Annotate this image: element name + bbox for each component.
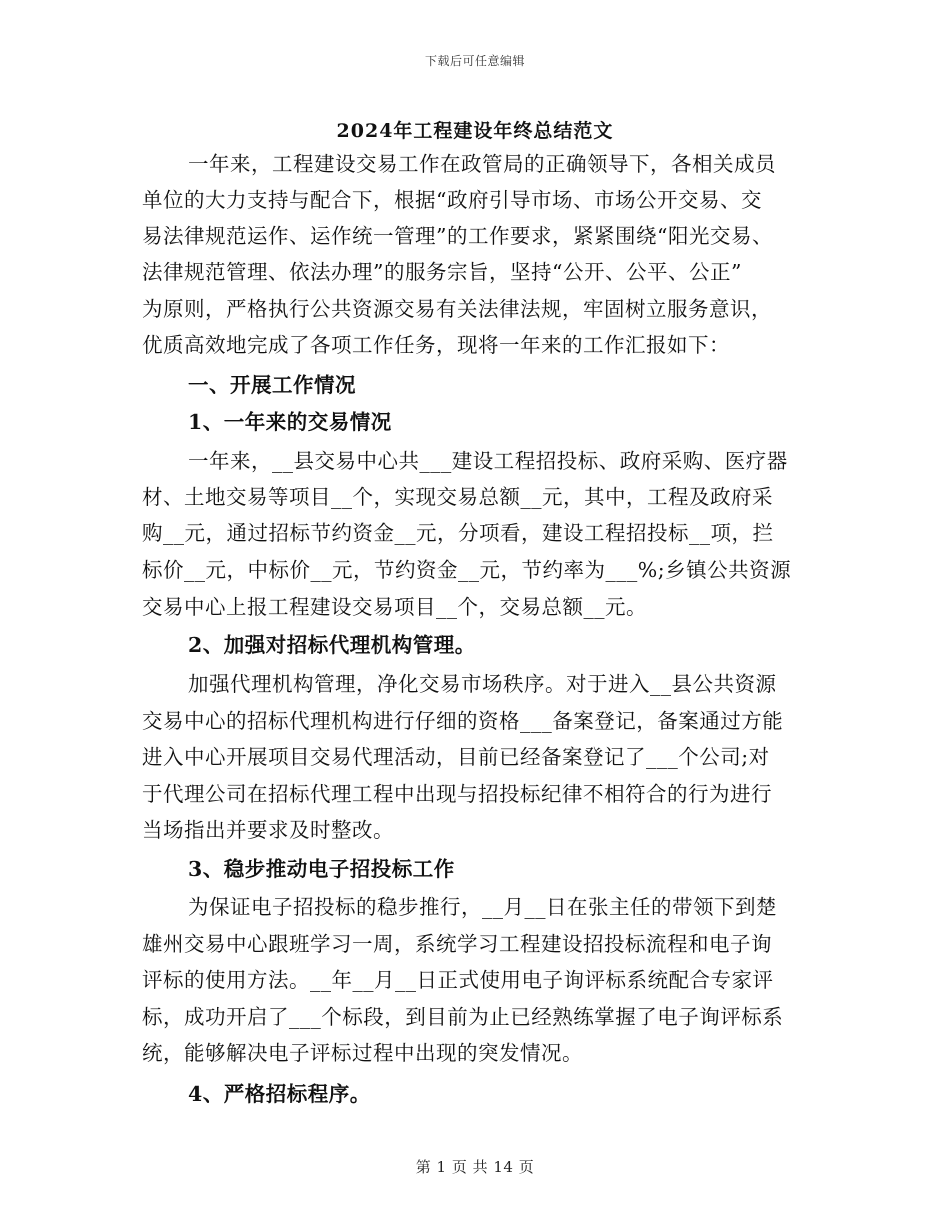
- subsection-heading: 4、严格招标程序。: [188, 1082, 371, 1106]
- paragraph-line: 进入中心开展项目交易代理活动，目前已经备案登记了___个公司;对: [142, 745, 770, 769]
- subsection-heading: 2、加强对招标代理机构管理。: [188, 633, 476, 657]
- page-footer: 第 1 页 共 14 页: [415, 1158, 535, 1176]
- page-header: 下载后可任意编辑: [424, 54, 525, 68]
- document-title: 2024年工程建设年终总结范文: [336, 120, 614, 142]
- subsection-heading: 1、一年来的交易情况: [188, 410, 392, 434]
- paragraph-line: 为原则，严格执行公共资源交易有关法律法规，牢固树立服务意识，: [142, 297, 772, 321]
- paragraph-line: 于代理公司在招标代理工程中出现与招投标纪律不相符合的行为进行: [142, 782, 772, 806]
- section-heading: 一、开展工作情况: [188, 373, 356, 397]
- paragraph-line: 一年来，__县交易中心共___建设工程招投标、政府采购、医疗器: [188, 449, 788, 473]
- paragraph-line: 加强代理机构管理，净化交易市场秩序。对于进入__县公共资源: [188, 672, 777, 696]
- paragraph-line: 单位的大力支持与配合下，根据“政府引导市场、市场公开交易、交: [142, 188, 762, 212]
- paragraph-line: 材、土地交易等项目__个，实现交易总额__元，其中，工程及政府采: [142, 485, 773, 509]
- paragraph-line: 优质高效地完成了各项工作任务，现将一年来的工作汇报如下：: [142, 333, 730, 357]
- paragraph-line: 当场指出并要求及时整改。: [142, 818, 394, 842]
- paragraph-line: 为保证电子招投标的稳步推行，__月__日在张主任的带领下到楚: [188, 895, 777, 919]
- paragraph-line: 交易中心的招标代理机构进行仔细的资格___备案登记，备案通过方能: [142, 709, 784, 733]
- paragraph-line: 标价__元，中标价__元，节约资金__元，节约率为___%;乡镇公共资源: [142, 558, 792, 582]
- paragraph-line: 标，成功开启了___个标段，到目前为止已经熟练掌握了电子询评标系: [142, 1005, 784, 1029]
- paragraph-line: 评标的使用方法。__年__月__日正式使用电子询评标系统配合专家评: [142, 968, 774, 992]
- paragraph-line: 易法律规范运作、运作统一管理”的工作要求，紧紧围绕“阳光交易、: [142, 224, 773, 248]
- paragraph-line: 购__元，通过招标节约资金__元，分项看，建设工程招投标__项，拦: [142, 521, 774, 545]
- paragraph-line: 一年来，工程建设交易工作在政管局的正确领导下，各相关成员: [188, 152, 776, 176]
- subsection-heading: 3、稳步推动电子招投标工作: [188, 857, 455, 881]
- paragraph-line: 统，能够解决电子评标过程中出现的突发情况。: [142, 1041, 583, 1065]
- paragraph-line: 雄州交易中心跟班学习一周，系统学习工程建设招投标流程和电子询: [142, 932, 772, 956]
- paragraph-line: 法律规范管理、依法办理”的服务宗旨，坚持“公开、公平、公正”: [142, 260, 742, 284]
- paragraph-line: 交易中心上报工程建设交易项目__个，交易总额__元。: [142, 595, 647, 619]
